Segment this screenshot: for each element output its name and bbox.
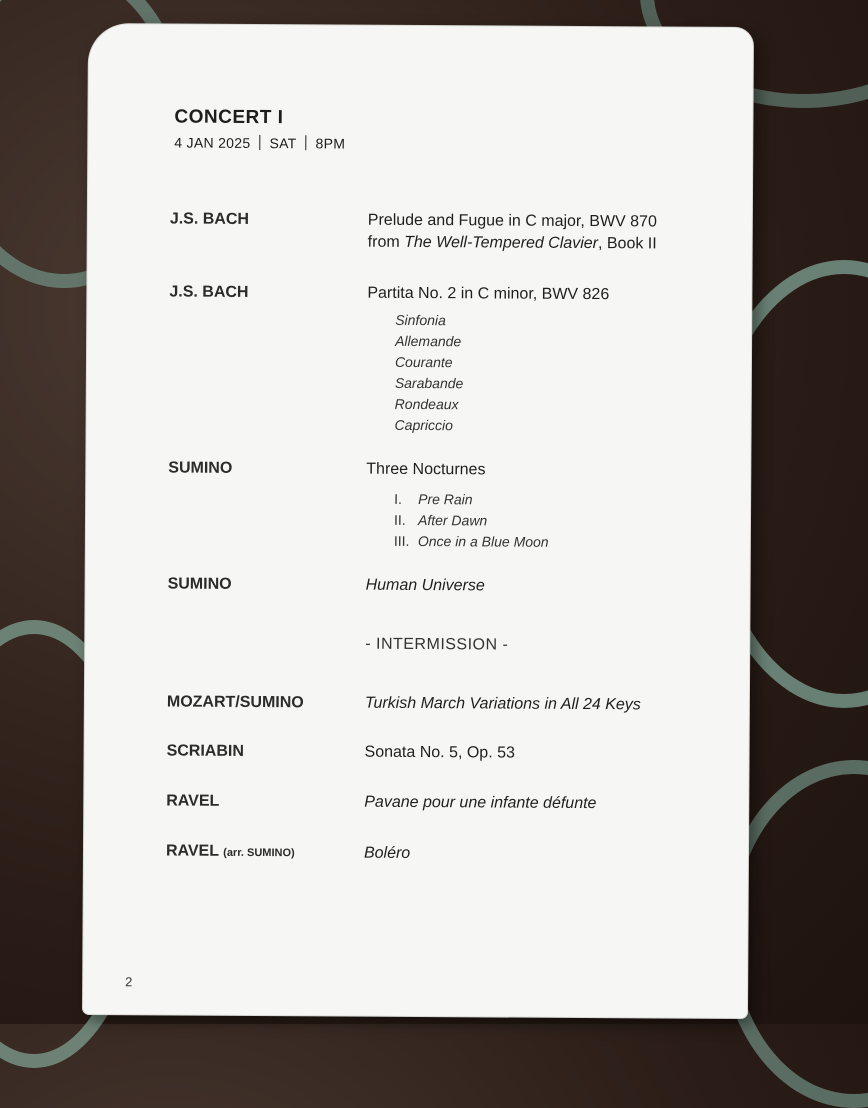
intermission-label: - INTERMISSION - — [365, 635, 509, 654]
movement: Capriccio — [394, 416, 453, 434]
composer-name: SUMINO — [168, 459, 233, 477]
movement: II. After Dawn — [393, 511, 488, 529]
concert-date: 4 JAN 2025 — [174, 134, 251, 151]
composer-name: MOZART/SUMINO — [166, 693, 304, 712]
concert-date-line — [174, 135, 345, 152]
work-title: Prelude and Fugue in C major, BWV 870 from The Well-Tempered Clavier, Book II — [367, 211, 657, 253]
movement: III. Once in a Blue Moon — [393, 532, 549, 550]
work-title: Three Nocturnes — [366, 460, 486, 479]
work-title: Sonata No. 5, Op. 53 — [364, 743, 515, 762]
arrangement-note: (arr. SUMINO) — [223, 846, 295, 860]
movement: I. Pre Rain — [394, 490, 473, 508]
movement: Rondeaux — [394, 395, 459, 413]
concert-time: 8PM — [315, 135, 346, 152]
movement: Allemande — [395, 332, 462, 350]
movement: Courante — [394, 353, 453, 371]
program-booklet-page — [83, 24, 753, 1018]
work-title: Turkish March Variations in All 24 Keys — [364, 694, 641, 714]
page-number: 2 — [125, 974, 133, 990]
movement: Sarabande — [394, 374, 464, 392]
movement: Sinfonia — [395, 311, 446, 329]
work-title: Boléro — [363, 844, 411, 862]
work-title: Human Universe — [365, 576, 485, 595]
composer-name: SUMINO — [167, 575, 232, 593]
composer-name: SCRIABIN — [166, 742, 244, 760]
concert-day: SAT — [269, 135, 297, 152]
composer-name: J.S. BACH — [169, 210, 250, 228]
composer-name: J.S. BACH — [169, 283, 249, 301]
composer-name: RAVEL (arr. SUMINO) — [165, 842, 295, 860]
concert-title: CONCERT I — [174, 106, 284, 129]
work-title: Pavane pour une infante défunte — [364, 793, 597, 813]
work-title: Partita No. 2 in C minor, BWV 826 — [367, 284, 610, 304]
composer-name: RAVEL — [166, 792, 220, 810]
